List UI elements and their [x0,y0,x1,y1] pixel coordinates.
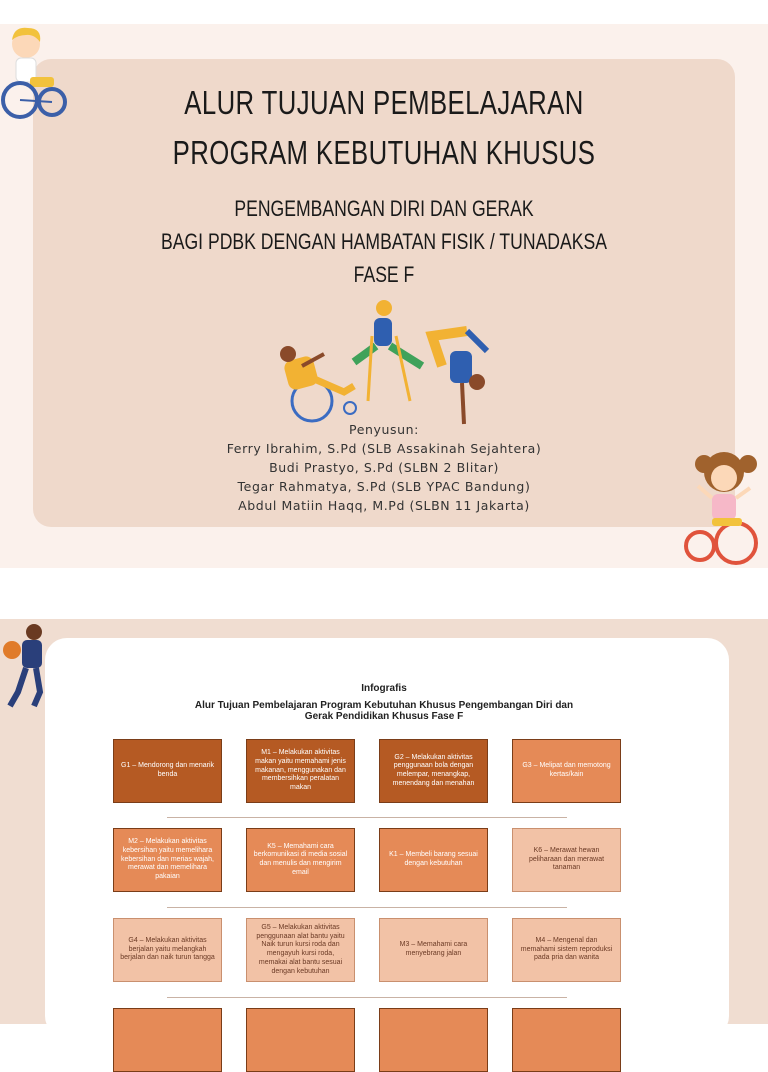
flow-box: K6 – Merawat hewan peliharaan dan merawat tanaman [512,828,621,892]
cover-card [33,59,735,527]
flow-box: G4 – Melakukan aktivitas berjalan yaitu melangkah berjalan dan naik turun tangga [113,918,222,982]
cover-title-line-1: ALUR TUJUAN PEMBELAJARAN [184,84,584,121]
flow-box-partial [379,1008,488,1072]
cover-subtitle-line-2: BAGI PDBK DENGAN HAMBATAN FISIK / TUNADAKSA [161,229,607,254]
flow-box: K5 – Memahami cara berkomunikasi di media sosial dan menulis dan mengirim email [246,828,355,892]
cover-title-line-2: PROGRAM KEBUTUHAN KHUSUS [172,134,596,171]
flow-connector [167,817,567,818]
flow-connector [167,997,567,998]
flow-box: M2 – Melakukan aktivitas kebersihan yaitu memelihara kebersihan dan merias wajah, merawat dan memelihara pakaian [113,828,222,892]
flow-box-partial [512,1008,621,1072]
flow-box-partial [113,1008,222,1072]
flow-box: M1 – Melakukan aktivitas makan yaitu memahami jenis makanan, menggunakan dan membersihkan peralatan makan [246,739,355,803]
flow-connector [167,907,567,908]
infographic-heading: Infografis [361,683,407,694]
author-4: Abdul Matiin Haqq, M.Pd (SLBN 11 Jakarta) [238,498,530,513]
cover-subtitle-line-3: FASE F [353,262,415,287]
infographic-title-line-1: Alur Tujuan Pembelajaran Program Kebutuhan Khusus Pengembangan Diri dan [194,700,574,711]
cover-subtitle-line-1: PENGEMBANGAN DIRI DAN GERAK [234,196,534,221]
flow-box: K1 – Membeli barang sesuai dengan kebutuhan [379,828,488,892]
flow-box-partial [246,1008,355,1072]
infographic-title-line-2: Gerak Pendidikan Khusus Fase F [304,711,464,722]
author-3: Tegar Rahmatya, S.Pd (SLB YPAC Bandung) [237,479,531,494]
flow-box: G2 – Melakukan aktivitas penggunaan bola dengan melempar, menangkap, menendang dan menahan [379,739,488,803]
flow-box: M4 – Mengenal dan memahami sistem reproduksi pada pria dan wanita [512,918,621,982]
author-2: Budi Prastyo, S.Pd (SLBN 2 Blitar) [269,460,499,475]
wheelchair-girl-icon [676,448,768,570]
basketball-player-icon [0,622,52,712]
wheelchair-boy-icon [0,22,70,127]
people-dancing-illustration [272,296,502,430]
author-1: Ferry Ibrahim, S.Pd (SLB Assakinah Sejahtera) [226,441,542,456]
flow-box: G5 – Melakukan aktivitas penggunaan alat bantu yaitu Naik turun kursi roda dan mengayuh kursi roda, memakai alat bantu sesuai dengan kebutuhan [246,918,355,982]
flow-box: M3 – Memahami cara menyebrang jalan [379,918,488,982]
flow-box: G3 – Melipat dan memotong kertas/kain [512,739,621,803]
authors-label: Penyusun: [349,422,419,437]
flow-box: G1 – Mendorong dan menarik benda [113,739,222,803]
